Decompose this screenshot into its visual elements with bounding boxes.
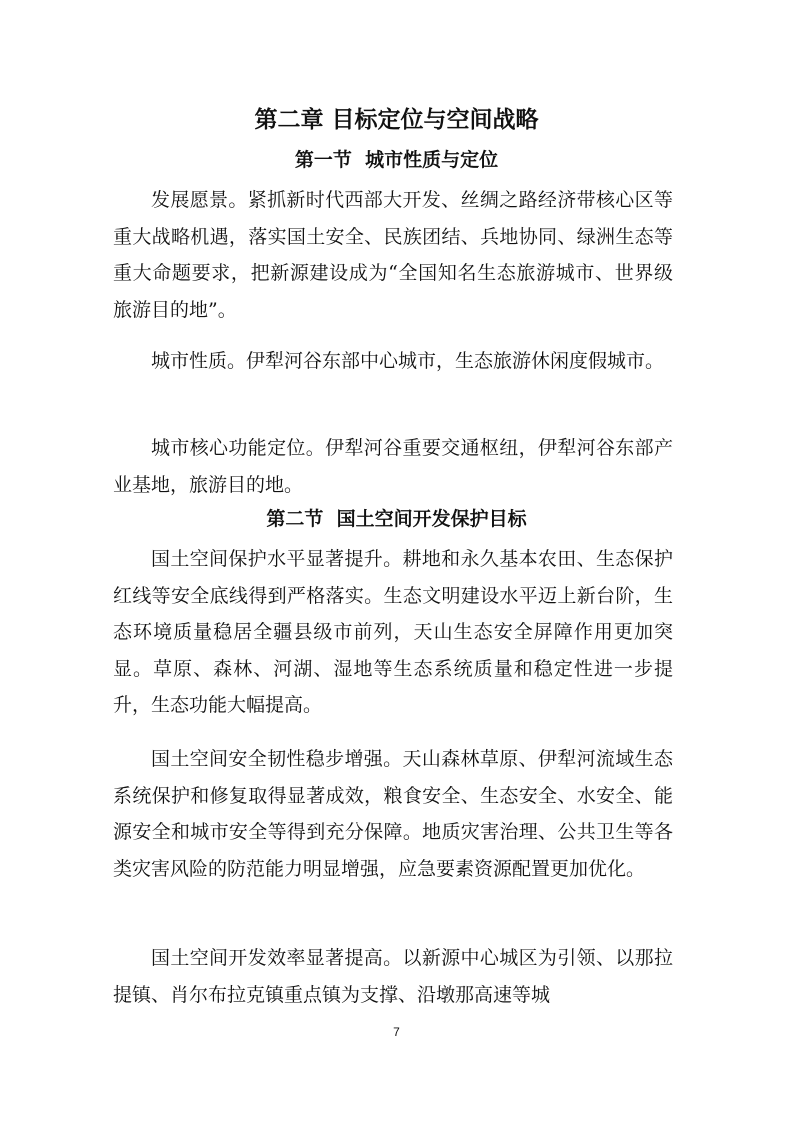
- chapter-title: 第二章 目标定位与空间战略: [254, 107, 539, 133]
- section-title-2: 第二节 国土空间开发保护目标: [266, 508, 527, 530]
- paragraph-core-function: 城市核心功能定位。伊犁河谷重要交通枢纽，伊犁河谷东部产业基地，旅游目的地。: [113, 437, 673, 496]
- paragraph-development-vision: 发展愿景。紧抓新时代西部大开发、丝绸之路经济带核心区等重大战略机遇，落实国土安全、民族团结、兵地协同、绿洲生态等重大命题要求，把新源建设成为“全国知名生态旅游城市、世界级旅游目的地”。: [113, 189, 673, 321]
- section-title-1: 第一节 城市性质与定位: [294, 149, 499, 171]
- page-number: 7: [393, 1025, 400, 1039]
- paragraph-protection-level: 国土空间保护水平显著提升。耕地和永久基本农田、生态保护红线等安全底线得到严格落实。生态文明建设水平迈上新台阶，生态环境质量稳居全疆县级市前列，天山生态安全屏障作用更加突显。草原、森林、河湖、湿地等生态系统质量和稳定性进一步提升，生态功能大幅提高。: [113, 548, 673, 716]
- paragraph-development-efficiency: 国土空间开发效率显著提高。以新源中心城区为引领、以那拉提镇、肖尔布拉克镇重点镇为支撑、沿墩那高速等城: [113, 947, 673, 1006]
- paragraph-safety-resilience: 国土空间安全韧性稳步增强。天山森林草原、伊犁河流域生态系统保护和修复取得显著成效，粮食安全、生态安全、水安全、能源安全和城市安全等得到充分保障。地质灾害治理、公共卫生等各类灾害风险的防范能力明显增强，应急要素资源配置更加优化。: [113, 748, 673, 880]
- paragraph-city-nature: 城市性质。伊犁河谷东部中心城市，生态旅游休闲度假城市。: [151, 350, 665, 372]
